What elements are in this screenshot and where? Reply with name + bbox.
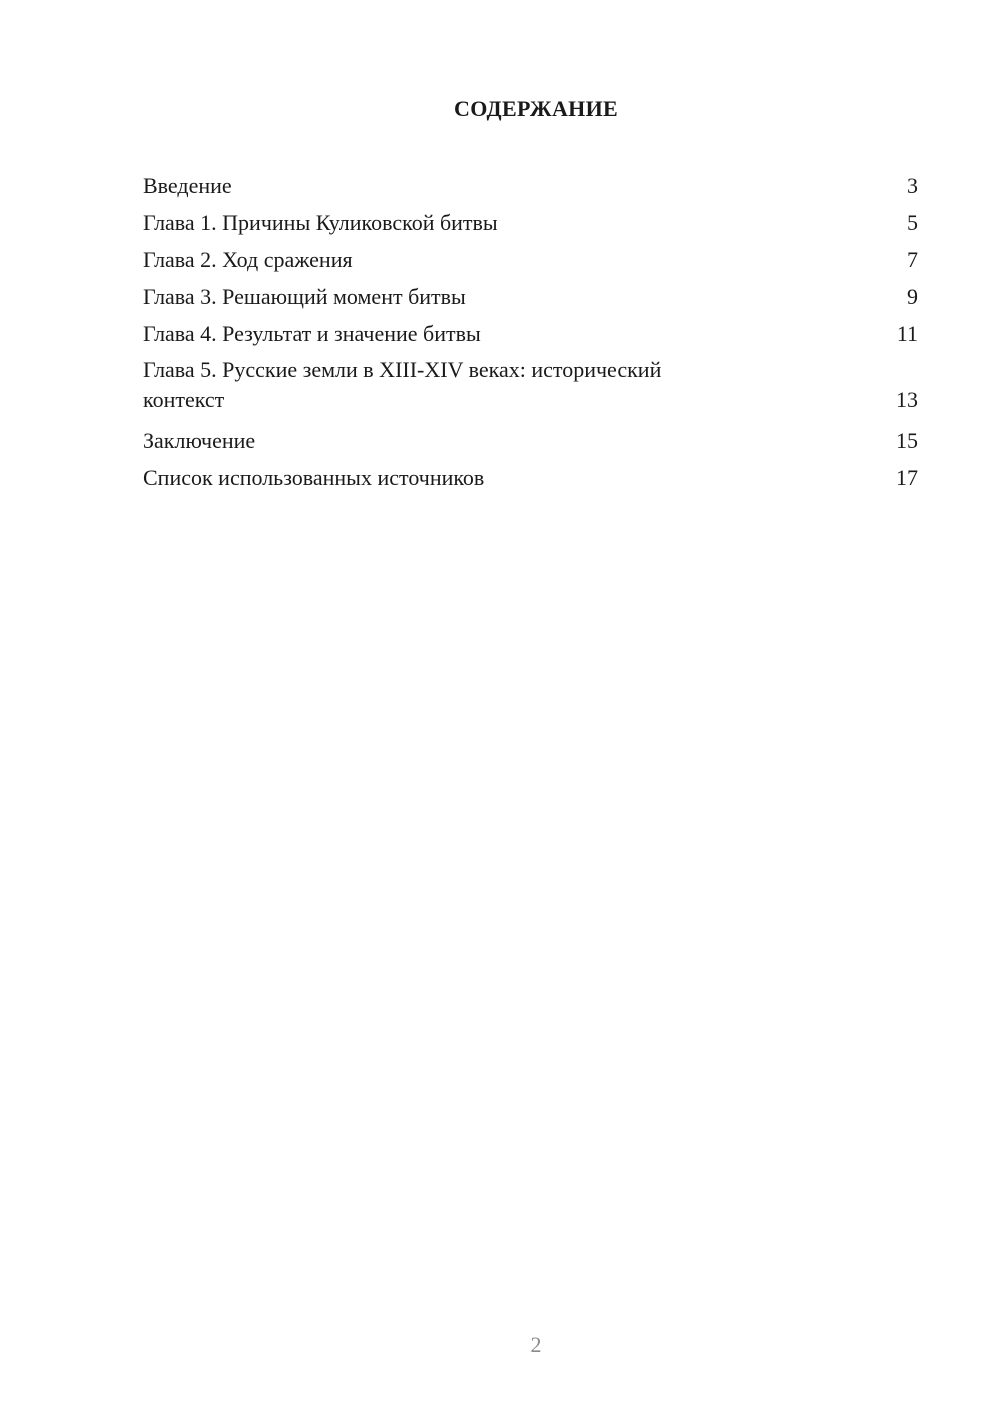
toc-entry-page: 3	[907, 173, 918, 198]
table-of-contents	[143, 168, 918, 497]
toc-entry-page: 11	[896, 321, 918, 346]
toc-entry-conclusion	[143, 423, 918, 460]
toc-entry-label: Список использованных источников	[143, 465, 485, 490]
toc-entry-page: 5	[907, 210, 918, 235]
toc-entry-label: Заключение	[143, 428, 256, 453]
page-title: СОДЕРЖАНИЕ	[454, 96, 618, 121]
toc-entry-page: 13	[896, 387, 918, 412]
toc-entry-label: Введение	[143, 173, 232, 198]
toc-entry-chapter-1	[143, 205, 918, 242]
toc-entry-chapter-3	[143, 279, 918, 316]
toc-entry-references	[143, 460, 918, 497]
toc-entry-chapter-2	[143, 242, 918, 279]
toc-entry-label: Глава 5. Русские земли в XIII-XIV веках: исторический контекст	[143, 357, 662, 412]
toc-entry-label: Глава 3. Решающий момент битвы	[143, 284, 466, 309]
toc-entry-page: 9	[907, 284, 918, 309]
toc-entry-page: 7	[907, 247, 918, 272]
toc-entry-label: Глава 1. Причины Куликовской битвы	[143, 210, 498, 235]
toc-entry-page: 17	[896, 465, 918, 490]
toc-entry-label: Глава 4. Результат и значение битвы	[143, 321, 481, 346]
toc-entry-chapter-5	[143, 353, 918, 419]
toc-entry-chapter-4	[143, 316, 918, 353]
toc-entry-introduction	[143, 168, 918, 205]
page-number: 2	[530, 1332, 542, 1357]
toc-entry-page: 15	[896, 428, 918, 453]
toc-entry-label: Глава 2. Ход сражения	[143, 247, 353, 272]
